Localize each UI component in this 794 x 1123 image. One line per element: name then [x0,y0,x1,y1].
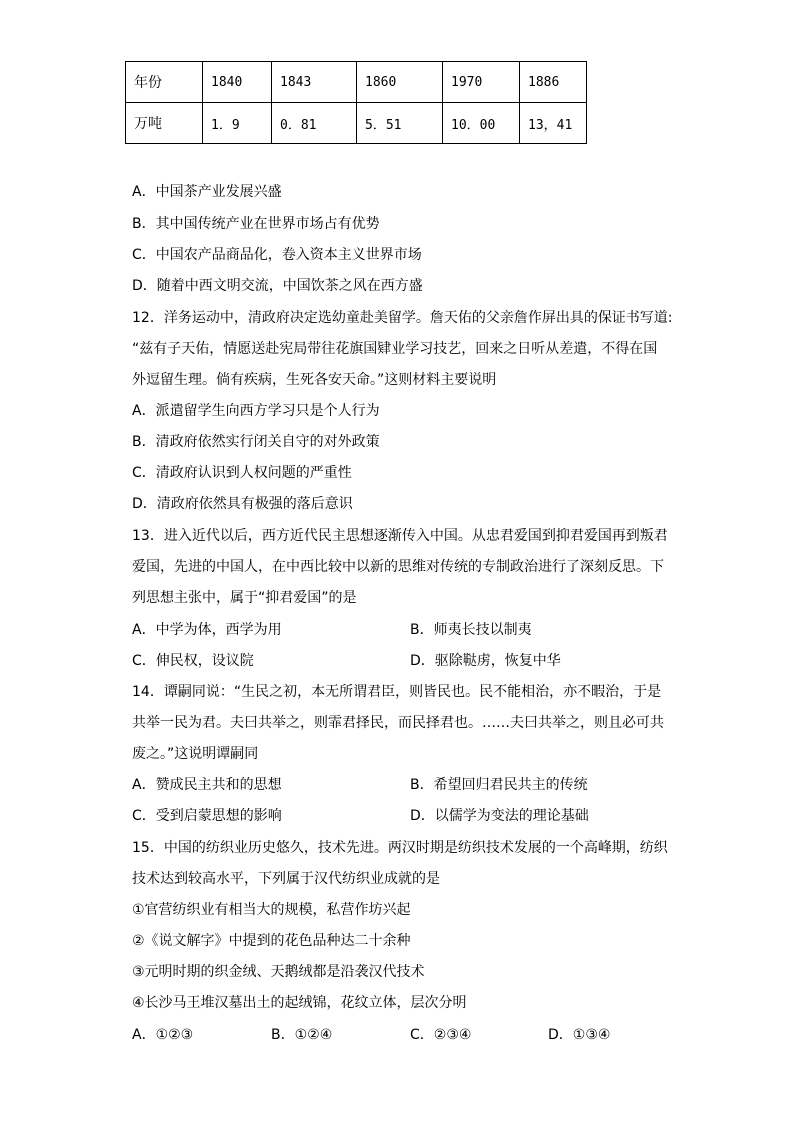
question-text: 13．进入近代以后，西方近代民主思想逐渐传入中国。从忠君爱国到抑君爱国再到叛君 [132,528,668,544]
option-c: C．②③④ [410,1027,472,1043]
question-text: 爱国，先进的中国人，在中西比较中以新的思维对传统的专制政治进行了深刻反思。下 [132,559,664,575]
option-a: A．①②③ [132,1027,194,1043]
table-cell: 年份 [126,62,203,103]
option-b: B．师夷长技以制夷 [410,622,532,638]
question-text: 废之。”这说明谭嗣同 [132,746,259,762]
option-b: B．希望回归君民共主的传统 [410,777,588,793]
option-d: D．清政府依然具有极强的落后意识 [132,496,353,512]
option-c: C．受到启蒙思想的影响 [132,808,282,824]
table-cell: 10．00 [443,103,520,144]
table-row [126,62,587,103]
option-a: A．赞成民主共和的思想 [132,777,282,793]
statement-item: ②《说文解字》中提到的花色品种达二十余种 [132,933,411,949]
table-cell: 1970 [443,62,520,103]
question-text: 15．中国的纺织业历史悠久，技术先进。两汉时期是纺织技术发展的一个高峰期，纺织 [132,840,668,856]
option-d: D．以儒学为变法的理论基础 [410,808,589,824]
question-text: 技术达到较高水平，下列属于汉代纺织业成就的是 [132,871,440,887]
option-c: C．清政府认识到人权问题的严重性 [132,465,352,481]
statement-item: ③元明时期的织金绒、天鹅绒都是沿袭汉代技术 [132,964,425,980]
question-text: “兹有子天佑，情愿送赴宪局带往花旗国肄业学习技艺，回来之日听从差遣，不得在国 [132,341,658,357]
table-cell: 5．51 [357,103,443,144]
option-b: B．其中国传统产业在世界市场占有优势 [132,216,380,232]
option-c: C．伸民权，设议院 [132,653,254,669]
table-cell: 万吨 [126,103,203,144]
option-a: A．中国茶产业发展兴盛 [132,184,282,200]
question-text: 外逗留生理。倘有疾病，生死各安天命。”这则材料主要说明 [132,372,497,388]
table-cell: 1840 [203,62,272,103]
statement-item: ④长沙马王堆汉墓出土的起绒锦，花纹立体，层次分明 [132,995,467,1011]
table-row [126,103,587,144]
option-a: A．派遣留学生向西方学习只是个人行为 [132,403,380,419]
option-d: D．驱除鞑虏，恢复中华 [410,653,561,669]
question-text: 列思想主张中，属于“抑君爱国”的是 [132,590,357,606]
statement-item: ①官营纺织业有相当大的规模，私营作坊兴起 [132,902,411,918]
option-a: A．中学为体，西学为用 [132,622,282,638]
option-c: C．中国农产品商品化，卷入资本主义世界市场 [132,247,422,263]
table-cell: 1．9 [203,103,272,144]
question-text: 共举一民为君。夫曰共举之，则霏君择民，而民择君也。……夫曰共举之，则且必可共 [132,715,664,731]
table-cell: 0．81 [272,103,357,144]
tea-export-table [125,61,587,144]
table-cell: 1860 [357,62,443,103]
table-cell: 1886 [520,62,587,103]
option-d: D．①③④ [548,1027,611,1043]
option-d: D．随着中西文明交流，中国饮茶之风在西方盛 [132,278,423,294]
option-b: B．清政府依然实行闭关自守的对外政策 [132,434,380,450]
option-b: B．①②④ [271,1027,333,1043]
table-cell: 1843 [272,62,357,103]
table-cell: 13，41 [520,103,587,144]
question-text: 12．洋务运动中，清政府决定选幼童赴美留学。詹天佑的父亲詹作屏出具的保证书写道: [132,310,673,326]
question-text: 14．谭嗣同说：“生民之初，本无所谓君臣，则皆民也。民不能相治，亦不暇治，于是 [132,684,662,700]
